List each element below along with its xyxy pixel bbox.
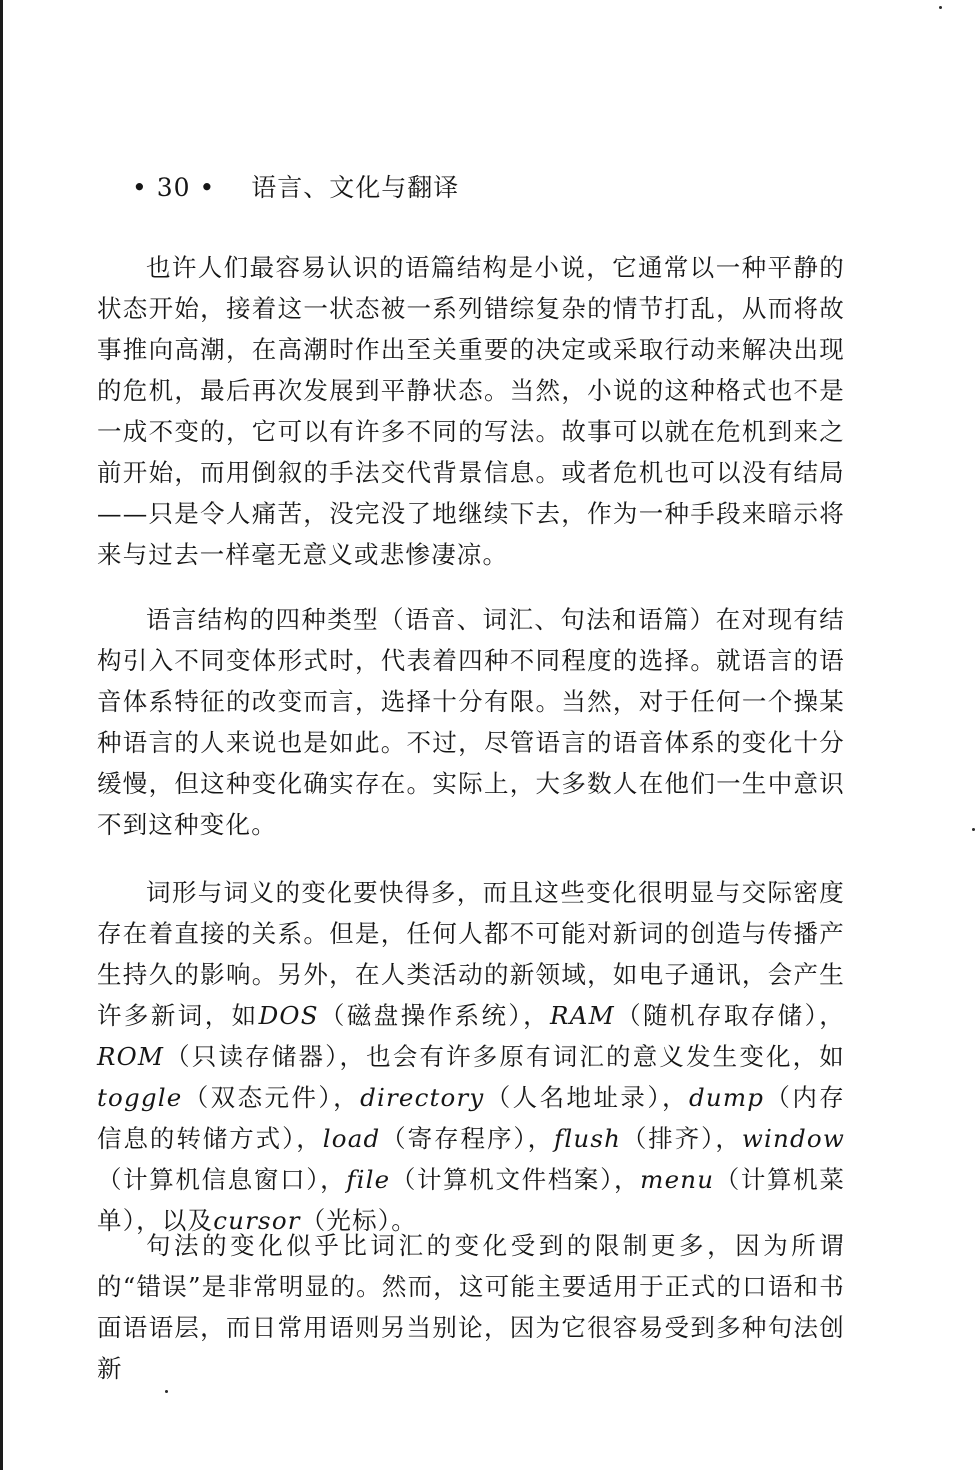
scan-speck — [972, 828, 975, 831]
term-load: load — [322, 1124, 381, 1153]
scan-speck — [939, 6, 942, 9]
term-rom: ROM — [97, 1042, 165, 1071]
term-dos: DOS — [258, 1001, 319, 1030]
term-menu: menu — [640, 1165, 715, 1194]
scan-edge-line — [0, 0, 3, 1470]
page-number: • 30 • — [132, 173, 216, 202]
paragraph-syntax-change: 句法的变化似乎比词汇的变化受到的限制更多，因为所谓的“错误”是非常明显的。然而，这可能主要适用于正式的口语和书面语语层，而日常用语则另当别论，因为它很容易受到多种句法创新 — [97, 1231, 845, 1383]
term-cursor: cursor — [213, 1206, 301, 1235]
term-file: file — [346, 1165, 391, 1194]
paragraph-language-structure: 语言结构的四种类型（语音、词汇、句法和语篇）在对现有结构引入不同变体形式时，代表着四种不同程度的选择。就语言的语音体系特征的改变而言，选择十分有限。当然，对于任何一个操某种语言的人来说也是如此。不过，尽管语言的语音体系的变化十分缓慢，但这种变化确实存在。实际上，大多数人在他们一生中意识不到这种变化。 — [97, 605, 845, 839]
term-window: window — [741, 1124, 846, 1153]
paragraph-word-change: 词形与词义的变化要快得多，而且这些变化很明显与交际密度存在着直接的关系。但是，任何人都不可能对新词的创造与传播产生持久的影响。另外，在人类活动的新领域，如电子通讯，会产生许多新词，如DOS（磁盘操作系统），RAM（随机存取存储），ROM（只读存储器），也会有许多原有词汇的意义发生变化，如toggle（双态元件），directory（人名地址录），dump（内存信息的转储方式），load（寄存程序），flush（排齐），window（计算机信息窗口），file（计算机文件档案），menu（计算机菜单），以及cursor（光标）。 — [97, 878, 846, 1235]
paragraph-novel-structure: 也许人们最容易认识的语篇结构是小说，它通常以一种平静的状态开始，接着这一状态被一系列错综复杂的情节打乱，从而将故事推向高潮，在高潮时作出至关重要的决定或采取行动来解决出现的危机，最后再次发展到平静状态。当然，小说的这种格式也不是一成不变的，它可以有许多不同的写法。故事可以就在危机到来之前开始，而用倒叙的手法交代背景信息。或者危机也可以没有结局——只是令人痛苦，没完没了地继续下去，作为一种手段来暗示将来与过去一样毫无意义或悲惨凄凉。 — [97, 253, 845, 569]
scan-speck — [165, 1390, 168, 1393]
book-title: 语言、文化与翻译 — [251, 173, 460, 202]
term-ram: RAM — [550, 1001, 615, 1030]
term-toggle: toggle — [97, 1083, 183, 1112]
running-header — [132, 172, 459, 204]
term-flush: flush — [554, 1124, 622, 1153]
term-dump: dump — [688, 1083, 765, 1112]
term-directory: directory — [360, 1083, 485, 1112]
